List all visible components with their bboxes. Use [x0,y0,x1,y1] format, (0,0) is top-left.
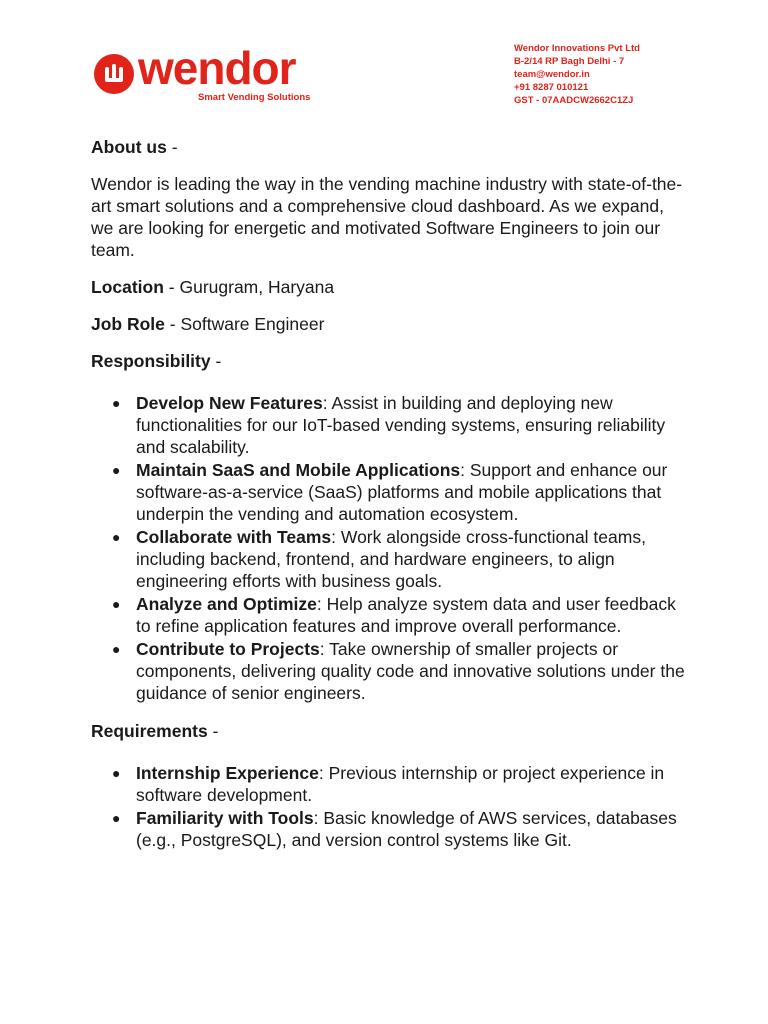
company-email[interactable]: team@wendor.in [514,69,590,80]
list-item [91,807,691,851]
location-value: - Gurugram, Haryana [163,277,335,297]
job-role-value: - Software Engineer [164,314,325,334]
list-item [91,593,691,637]
item-text: : Basic knowledge of AWS services, databases (e.g., PostgreSQL), and version control systems like Git. [136,808,677,850]
about-heading [91,136,691,158]
item-text: : Assist in building and deploying new functionalities for our IoT-based vending systems, ensuring reliability and scalability. [136,393,666,457]
bullet-icon: ● [112,462,121,478]
item-title: Maintain SaaS and Mobile Applications [136,460,461,480]
item-title: Familiarity with Tools [136,808,314,828]
location-label: Location [91,277,164,297]
job-role-label: Job Role [91,314,165,334]
bullet-icon: ● [112,529,121,545]
company-details [514,42,640,107]
bullet-icon: ● [112,395,121,411]
letterhead [90,30,678,116]
requirements-label: Requirements [91,721,208,741]
responsibility-list [91,392,691,704]
bullet-icon: ● [112,810,121,826]
requirements-suffix: - [207,721,219,741]
list-item [91,392,691,458]
list-item [91,762,691,806]
bullet-icon: ● [112,765,121,781]
item-text: : Help analyze system data and user feedback to refine application features and improve overall performance. [136,594,676,636]
company-address: B-2/14 RP Bagh Delhi - 7 [514,56,625,67]
company-name: Wendor Innovations Pvt Ltd [514,43,640,54]
bullet-icon: ● [112,596,121,612]
requirements-list [91,762,691,851]
responsibility-suffix: - [210,351,222,371]
logo-tagline: Smart Vending Solutions [198,92,311,103]
logo-wordmark: wendor [138,42,296,94]
wendor-logo [94,40,354,110]
about-label: About us [91,137,167,157]
bullet-icon: ● [112,641,121,657]
company-gst: GST - 07AADCW2662C1ZJ [514,95,634,106]
item-title: Contribute to Projects [136,639,320,659]
job-role-line [91,313,691,335]
job-description [91,136,691,852]
list-item [91,526,691,592]
responsibility-label: Responsibility [91,351,211,371]
item-title: Collaborate with Teams [136,527,332,547]
company-phone: +91 8287 010121 [514,82,589,93]
location-line [91,276,691,298]
item-text: : Take ownership of smaller projects or components, delivering quality code and innovative solutions under the guidance of senior engineers. [136,639,685,703]
responsibility-heading [91,350,691,372]
item-text: : Support and enhance our software-as-a-service (SaaS) platforms and mobile applications that underpin the vending and automation ecosystem. [136,460,668,524]
about-paragraph: Wendor is leading the way in the vending machine industry with state-of-the-art smart solutions and a comprehensive cloud dashboard. As we expand, we are looking for energetic and motivated Software Engineers to join our team. [91,174,683,260]
item-title: Internship Experience [136,763,319,783]
list-item [91,459,691,525]
item-text: : Work alongside cross-functional teams, including backend, frontend, and hardware engineers, to align engineering efforts with business goals. [136,527,646,591]
list-item [91,638,691,704]
item-text: : Previous internship or project experience in software development. [136,763,665,805]
wendor-logo-mark-icon [94,54,134,94]
requirements-heading [91,720,691,742]
item-title: Develop New Features [136,393,323,413]
item-title: Analyze and Optimize [136,594,317,614]
about-suffix: - [166,137,178,157]
